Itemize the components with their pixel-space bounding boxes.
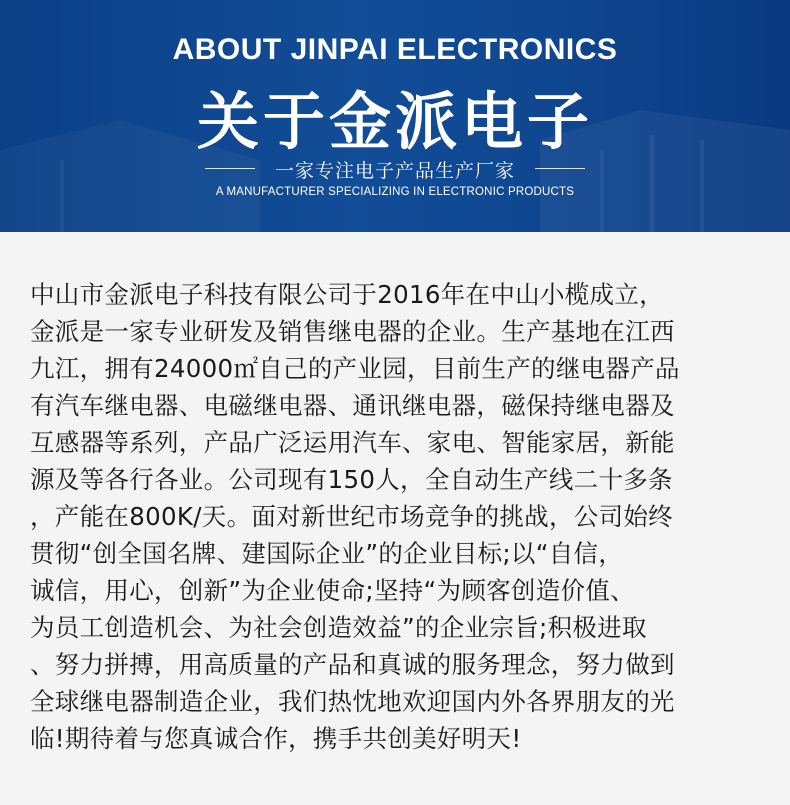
header-title-chinese: 关于金派电子	[196, 85, 593, 158]
company-introduction	[0, 232, 790, 805]
text-line: 源及等各行各业。公司现有150人，全自动生产线二十多条	[30, 465, 673, 494]
text-line: 诚信，用心，创新”为企业使命;坚持“为顾客创造价值、	[30, 576, 635, 605]
text-line: 九江，拥有24000㎡自己的产业园，目前生产的继电器产品	[30, 354, 680, 383]
text-line: 临!期待着与您真诚合作，携手共创美好明天!	[30, 724, 522, 753]
header-title-english: ABOUT JINPAI ELECTRONICS	[172, 33, 618, 66]
text-line: 为员工创造机会、为社会创造效益”的企业宗旨;积极进取	[30, 613, 647, 642]
text-line: 金派是一家专业研发及销售继电器的企业。生产基地在江西	[30, 317, 675, 346]
text-line: 、努力拼搏，用高质量的产品和真诚的服务理念，努力做到	[30, 650, 675, 679]
introduction-paragraph	[0, 232, 770, 757]
text-line: ，产能在800K/天。面对新世纪市场竞争的挑战，公司始终	[30, 502, 673, 531]
header-subtitle-chinese: 一家专注电子产品生产厂家	[274, 160, 515, 182]
text-line: 全球继电器制造企业，我们热忱地欢迎国内外各界朋友的光	[30, 687, 675, 716]
header-subtitle-english: A MANUFACTURER SPECIALIZING IN ELECTRONIC PRODUCTS	[215, 186, 575, 198]
text-line: 贯彻“创全国名牌、建国际企业”的企业目标;以“自信，	[30, 539, 624, 568]
header-banner	[0, 0, 790, 232]
text-line: 互感器等系列，产品广泛运用汽车、家电、智能家居，新能	[30, 428, 675, 457]
text-line: 有汽车继电器、电磁继电器、通讯继电器，磁保持继电器及	[30, 391, 675, 420]
text-line: 中山市金派电子科技有限公司于2016年在中山小榄成立，	[30, 280, 664, 309]
